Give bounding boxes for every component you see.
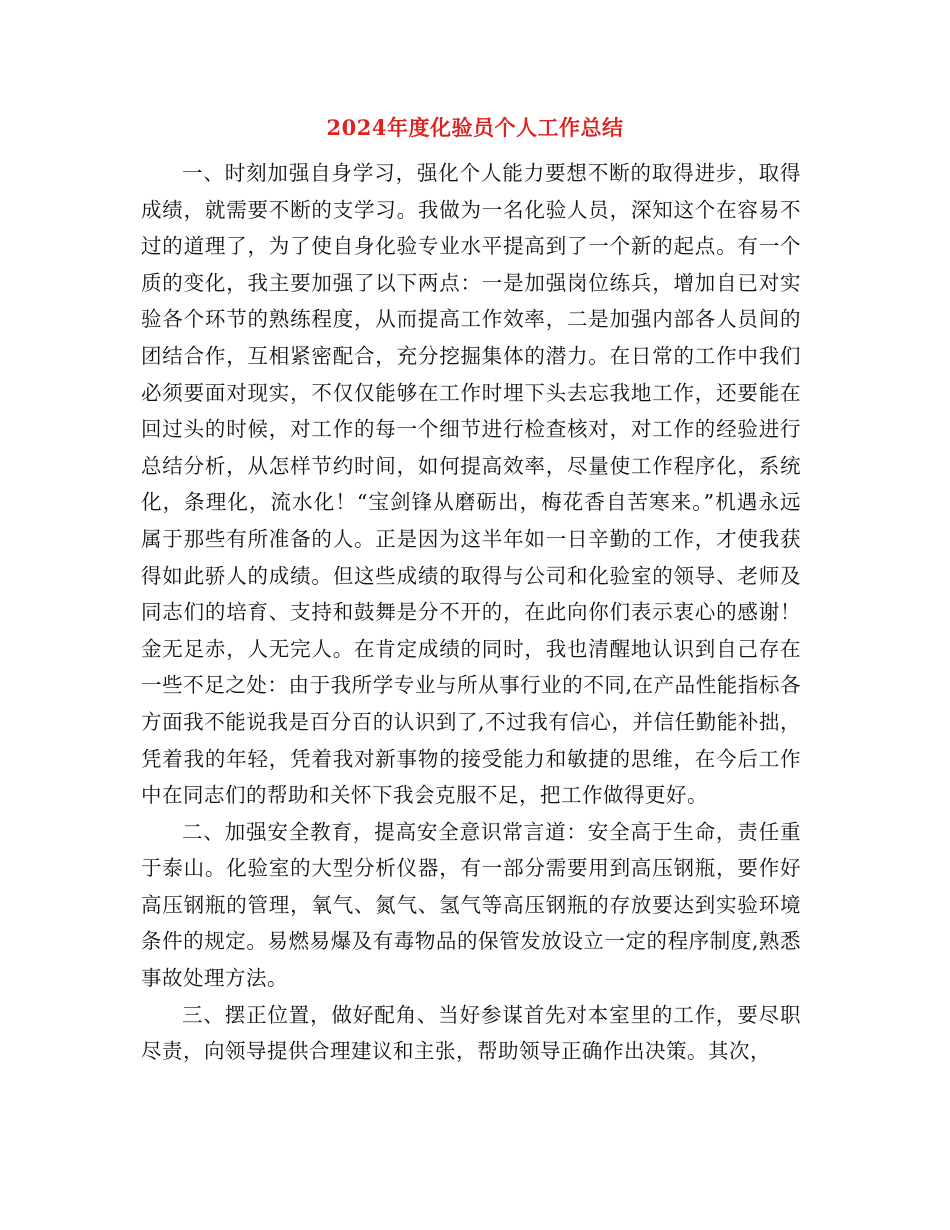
paragraph-3: 三、摆正位置，做好配角、当好参谋首先对本室里的工作，要尽职尽责，向领导提供合理建议和主张，帮助领导正确作出决策。其次， xyxy=(141,1002,801,1064)
document-title: 2024年度化验员个人工作总结 xyxy=(326,115,624,140)
document-body xyxy=(141,155,801,1070)
paragraph-2: 二、加强安全教育，提高安全意识常言道：安全高于生命，责任重于泰山。化验室的大型分析仪器，有一部分需要用到高压钢瓶，要作好高压钢瓶的管理，氧气、氮气、氢气等高压钢瓶的存放要达到实验环境条件的规定。易燃易爆及有毒物品的保管发放设立一定的程序制度,熟悉事故处理方法。 xyxy=(141,819,801,991)
paragraph-1: 一、时刻加强自身学习，强化个人能力要想不断的取得进步，取得成绩，就需要不断的支学习。我做为一名化验人员，深知这个在容易不过的道理了，为了使自身化验专业水平提高到了一个新的起点。有一个质的变化，我主要加强了以下两点：一是加强岗位练兵，增加自已对实验各个环节的熟练程度，从而提高工作效率，二是加强内部各人员间的团结合作，互相紧密配合，充分挖掘集体的潜力。在日常的工作中我们必须要面对现实，不仅仅能够在工作时埋下头去忘我地工作，还要能在回过头的时候，对工作的每一个细节进行检查核对，对工作的经验进行总结分析，从怎样节约时间，如何提高效率，尽量使工作程序化，系统化，条理化，流水化！“宝剑锋从磨砺出，梅花香自苦寒来。”机遇永远属于那些有所准备的人。正是因为这半年如一日辛勤的工作，才使我获得如此骄人的成绩。但这些成绩的取得与公司和化验室的领导、老师及同志们的培育、支持和鼓舞是分不开的，在此向你们表示衷心的感谢！金无足赤，人无完人。在肯定成绩的同时，我也清醒地认识到自己存在一些不足之处：由于我所学专业与所从事行业的不同,在产品性能指标各方面我不能说我是百分百的认识到了,不过我有信心，并信任勤能补拙，凭着我的年轻，凭着我对新事物的接受能力和敏捷的思维，在今后工作中在同志们的帮助和关怀下我会克服不足，把工作做得更好。 xyxy=(141,161,801,808)
